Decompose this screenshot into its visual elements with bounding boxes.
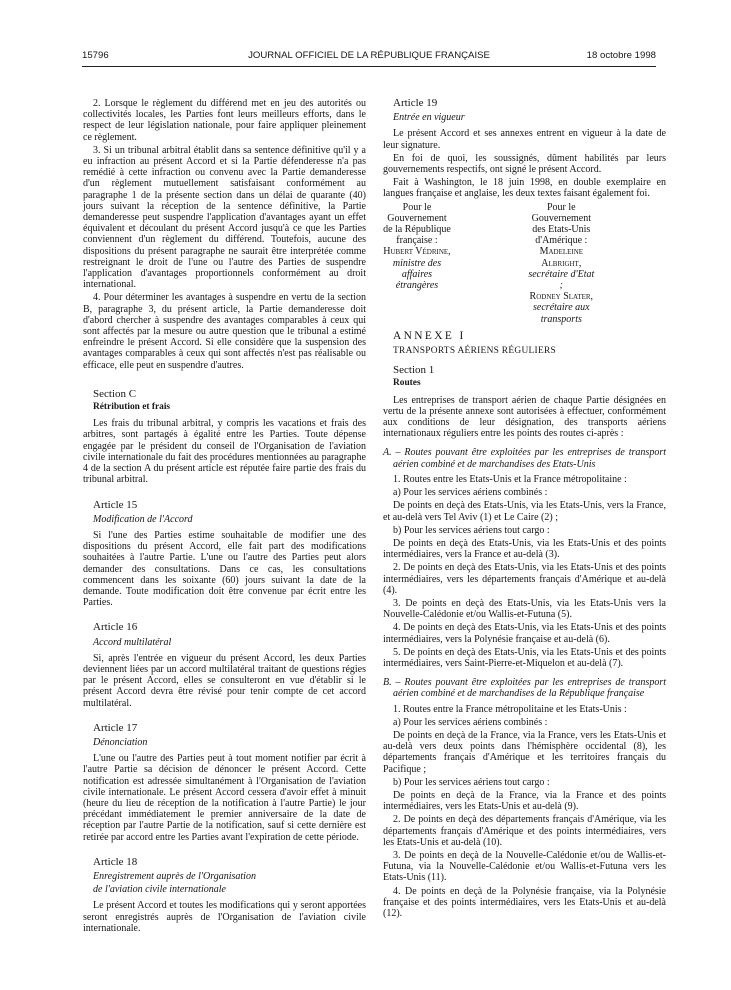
signature-usa: Pour le Gouvernement des Etats-Unis d'Amérique : Madeleine Albright, secrétaire d'Etat ; Rodney Slater, secrétaire aux transports: [528, 201, 595, 325]
article-19-subtitle: Entrée en vigueur: [393, 112, 465, 124]
article-17-subtitle: Dénonciation: [93, 736, 148, 748]
route-heading: A. – Routes pouvant être exploitées par les entreprises de transport aérien combiné et de marchandises des Etats-Unis: [383, 447, 666, 470]
signature-block: [383, 202, 666, 325]
article-18-subtitle: Enregistrement auprès de l'Organisation: [93, 870, 256, 882]
route-heading: B. – Routes pouvant être exploitées par les entreprises de transport aérien combiné et de marchandises de la République française: [383, 677, 666, 700]
page-number: 15796: [82, 50, 109, 61]
paragraph: De points en deçà des Etats-Unis, via les Etats-Unis, vers la France, et au-delà vers Tel Aviv (1) et Le Caire (2) ;: [383, 500, 666, 523]
section-1-subtitle: Routes: [393, 378, 421, 389]
paragraph: 4. De points en deçà de la Polynésie française, via la Polynésie française et des points intermédiaires, vers les Etats-Unis et au-delà (12).: [383, 885, 666, 919]
paragraph: Le présent Accord et ses annexes entrent en vigueur à la date de leur signature.: [383, 128, 666, 151]
paragraph: Les frais du tribunal arbitral, y compris les vacations et frais des arbitres, sont partagés à égalité entre les Parties. Toute dépense engagée par le président du conseil de l'Organisation de l'aviation civile internationale du fait des procédures mentionnées au paragraphe 4 de la section A du présent article est réputée faire partie des frais du tribunal arbitral.: [83, 418, 366, 486]
signature-france: Pour le Gouvernement de la République française : Hubert Védrine, ministre des affaires étrangères: [383, 201, 451, 292]
article-16-title: Article 16: [93, 621, 138, 634]
section-c-title: Section C: [93, 387, 137, 400]
signatory-name: Rodney Slater,: [529, 291, 594, 303]
paragraph: De points en deçà de la France, via la France et des points intermédiaires, vers les Etats-Unis et au-delà (9).: [383, 789, 666, 813]
issue-date: 18 octobre 1998: [586, 50, 656, 61]
signatory-name: Madeleine Albright,: [539, 246, 584, 269]
paragraph: 3. De points en deçà des Etats-Unis, via les Etats-Unis vers la Nouvelle-Calédonie et/ou Wallis-et-Futuna (5).: [383, 597, 666, 621]
paragraph: Les entreprises de transport aérien de chaque Partie désignées en vertu de la présente annexe sont autorisées à effectuer, conformément aux conditions de leur désignation, des transports aériens internationaux réguliers entre les points des routes ci-après :: [383, 394, 666, 440]
paragraph: a) Pour les services aériens combinés :: [393, 716, 548, 728]
paragraph: En foi de quoi, les soussignés, dûment habilités par leurs gouvernements respectifs, ont signé le présent Accord.: [383, 152, 666, 176]
annex-title: ANNEXE I: [393, 329, 466, 342]
paragraph: b) Pour les services aériens tout cargo :: [393, 524, 550, 536]
paragraph: Si, après l'entrée en vigueur du présent Accord, les deux Parties deviennent liées par un accord multilatéral traitant de questions régies par le présent Accord, elles se consulteront en vue d'établir si le présent Accord devra être révisé pour tenir compte de cet accord multilatéral.: [83, 652, 366, 709]
paragraph: Le présent Accord et toutes les modifications qui y seront apportées seront enregistrés auprès de l'Organisation de l'aviation civile internationale.: [83, 900, 366, 934]
paragraph: De points en deçà des Etats-Unis, via les Etats-Unis et des points intermédiaires, vers la France et au-delà (3).: [383, 537, 666, 561]
signatory-name: Hubert Védrine,: [383, 246, 451, 258]
paragraph: 1. Routes entre la France métropolitaine et les Etats-Unis :: [393, 703, 627, 715]
paragraph: 1. Routes entre les Etats-Unis et la France métropolitaine :: [393, 473, 627, 485]
article-16-subtitle: Accord multilatéral: [93, 636, 172, 648]
section-1-title: Section 1: [393, 364, 435, 377]
signatory-role: ministre des: [392, 257, 442, 269]
paragraph: a) Pour les services aériens combinés :: [393, 487, 548, 499]
paragraph: Fait à Washington, le 18 juin 1998, en double exemplaire en langues française et anglaise, les deux textes faisant également foi.: [383, 177, 666, 200]
page-header: [82, 50, 656, 64]
paragraph: 3. De points en deçà de la Nouvelle-Calédonie et/ou de Wallis-et-Futuna, via la Nouvelle-Calédonie et/ou Wallis-et-Futuna vers les Etats-Unis (11).: [383, 849, 666, 884]
article-15-subtitle: Modification de l'Accord: [93, 513, 193, 525]
paragraph: b) Pour les services aériens tout cargo :: [393, 776, 550, 788]
paragraph: De points en deçà de la France, via la France, vers les Etats-Unis et au-delà vers deux points dans l'hémisphère occidental (8), les départements français d'Amérique et les territoires français du Pacifique ;: [383, 729, 666, 775]
article-18-title: Article 18: [93, 855, 138, 868]
paragraph: Si l'une des Parties estime souhaitable de modifier une des dispositions du présent Accord, elle fait part des modifications souhaitées à l'autre Partie. L'une ou l'autre des Parties peut alors demander des consultations. Dans ce cas, les consultations commencent dans les soixante (60) jours suivant la date de la demande. Toute modification doit être convenue par écrit entre les Parties.: [83, 529, 366, 609]
signatory-role: affaires étrangères: [395, 268, 439, 292]
paragraph: 4. De points en deçà des Etats-Unis, via les Etats-Unis et des points intermédiaires, vers la Polynésie française et au-delà (6).: [383, 622, 666, 645]
section-c-subtitle: Rétribution et frais: [93, 402, 171, 413]
left-column: [83, 98, 366, 936]
header-rule: [82, 66, 656, 67]
paragraph: 2. De points en deçà des Etats-Unis, via les Etats-Unis et des points intermédiaires, vers les départements français d'Amérique et au-delà (4).: [383, 562, 666, 596]
signatory-role: secrétaire d'Etat ;: [528, 268, 595, 292]
annex-subtitle: TRANSPORTS AÉRIENS RÉGULIERS: [393, 346, 557, 357]
paragraph: 2. De points en deçà des départements français d'Amérique, via les départements français d'Amérique et des points intermédiaires, vers les Etats-Unis et au-delà (10).: [383, 814, 666, 848]
paragraph: 4. Pour déterminer les avantages à suspendre en vertu de la section B, paragraphe 3, du présent article, la Partie demanderesse doit d'abord chercher à suspendre des avantages comparables à ceux qui sont affectés par la mesure ou autre question que le tribunal a estimé enfreindre le présent Accord. Si elle considère que la suspension des avantages comparables à ceux qui sont affectés n'est pas réalisable ou efficace, elle peut en suspendre d'autres.: [83, 292, 366, 371]
paragraph: 2. Lorsque le règlement du différend met en jeu des autorités ou collectivités locales, les Parties font leurs meilleurs efforts, dans le respect de leur législation nationale, pour faire appliquer pleinement ce règlement.: [83, 98, 366, 143]
article-19-title: Article 19: [393, 97, 438, 109]
paragraph: 3. Si un tribunal arbitral établit dans sa sentence définitive qu'il y a eu infraction au présent Accord et si la Partie défenderesse n'a pas remédié à cette infraction ou convenu avec la Partie demanderesse d'un règlement mutuellement satisfaisant conformément au paragraphe 1 de la présente section dans un délai de quarante (40) jours suivant la réception de la sentence définitive, la Partie demanderesse peut suspendre l'application d'avantages ayant un effet équivalent et découlant du présent Accord jusqu'à ce que les Parties conviennent d'un règlement du différend. Toutefois, aucune des dispositions du présent paragraphe ne saurait être interprétée comme restreignant le droit de l'une ou l'autre des Parties de suspendre l'application d'avantages proportionnels conformément au droit international.: [83, 144, 366, 291]
article-15-title: Article 15: [93, 498, 138, 511]
journal-title: JOURNAL OFFICIEL DE LA RÉPUBLIQUE FRANÇAISE: [248, 50, 490, 61]
article-17-title: Article 17: [93, 721, 138, 734]
paragraph: 5. De points en deçà des Etats-Unis, via les Etats-Unis et des points intermédiaires, vers Saint-Pierre-et-Miquelon et au-delà (7).: [383, 646, 666, 669]
paragraph: L'une ou l'autre des Parties peut à tout moment notifier par écrit à l'autre Partie sa décision de dénoncer le présent Accord. Cette notification est adressée simultanément à l'Organisation de l'aviation civile internationale. Le présent Accord cessera d'avoir effet à minuit (heure du lieu de réception de la notification à l'autre Partie) le jour précédant immédiatement le premier anniversaire de la date de réception par l'autre Partie de la notification, sauf si cette dernière est retirée par accord entre les Parties avant l'expiration de cette période.: [83, 753, 366, 843]
article-18-subtitle: de l'aviation civile internationale: [93, 884, 226, 896]
right-column: [383, 98, 666, 921]
signatory-role: secrétaire aux transports: [533, 302, 590, 325]
